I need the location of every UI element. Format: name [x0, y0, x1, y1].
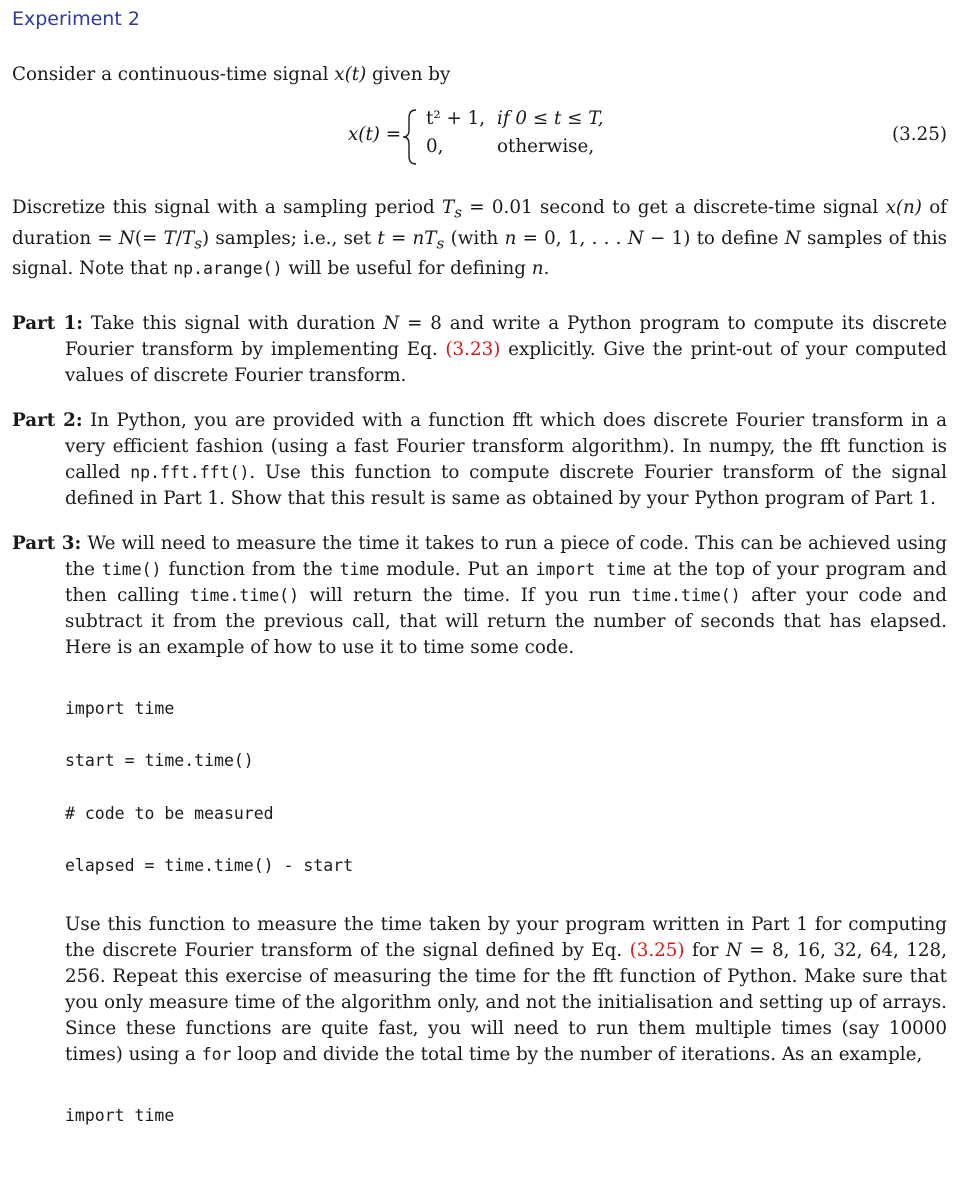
code-line: import time [65, 699, 175, 718]
part-2-label: Part 2: [12, 410, 83, 431]
measure-paragraph: Use this function to measure the time taken by your program written in Part 1 for computing the discrete Fourier transform of the signal defined by Eq. (3.25) for N = 8, 16, 32, 64, 128, 256. Repeat this exercise of measuring the time for the fft function of Python. Make sure that you only measure time of the algorithm only, and not the initialisation and setting up of arrays. Since these functions are quite fast, you will need to run them multiple times (say 10000 times) using a for loop and divide the total time by the number of iterations. As an example, [65, 914, 947, 1065]
equation-lhs: x(t) = [348, 124, 402, 145]
equation-case1-cond: if 0 ≤ t ≤ T, [497, 108, 604, 129]
discretize-paragraph: Discretize this signal with a sampling period $T_s = 0.01$ second to get a discrete-time signal x(n) of duration = $N(= T/T_s)$ samples; i.e., set $t = nT_s$ (with n = 0, 1, . . . N − 1) to define N samples of this signal. Note that np.arange() will be useful for defining n. [12, 197, 948, 280]
eq-ref-3-23[interactable]: (3.23) [445, 339, 501, 360]
part-3: Part 3: We will need to measure the time it takes to run a piece of code. This can be achieved using the time() function from the time module. Put an import time at the top of your program and then calling time.time() will return the time. If you run time.time() after your code and subtract it from the previous call, that will return the number of seconds that has elapsed. Here is an example of how to use it to time some code. [12, 533, 947, 658]
eq-ref-3-25[interactable]: (3.25) [629, 940, 685, 961]
inline-code-np-arange: np.arange() [173, 259, 283, 279]
part-1-label: Part 1: [12, 313, 84, 334]
equation-case2-expr: 0, [426, 136, 444, 157]
code-line: import time [65, 1106, 175, 1125]
part-3-label: Part 3: [12, 533, 82, 554]
inline-code-np-fft: np.fft.fft() [130, 463, 250, 482]
part-2: Part 2: In Python, you are provided with a function fft which does discrete Fourier transform in a very efficient fashion (using a fast Fourier transform algorithm). In numpy, the fft function is called np.fft.fft(). Use this function to compute discrete Fourier transform of the signal defined in Part 1. Show that this result is same as obtained by your Python program of Part 1. [12, 410, 947, 509]
inline-code-for: for [201, 1045, 232, 1064]
section-heading: Experiment 2 [12, 8, 140, 30]
code-line: # code to be measured [65, 804, 274, 823]
equation-case2-cond: otherwise, [497, 136, 595, 157]
code-line: elapsed = time.time() - start [65, 856, 354, 875]
equation-case1-expr: t² + 1, [426, 108, 486, 129]
left-brace-icon [400, 108, 420, 166]
equation-number: (3.25) [892, 124, 947, 145]
code-line: start = time.time() [65, 751, 254, 770]
intro-paragraph: Consider a continuous-time signal x(t) given by [12, 64, 451, 85]
part-1: Part 1: Take this signal with duration N = 8 and write a Python program to compute its discrete Fourier transform by implementing Eq. (3.23) explicitly. Give the print-out of your computed values of discrete Fourier transform. [12, 313, 947, 386]
